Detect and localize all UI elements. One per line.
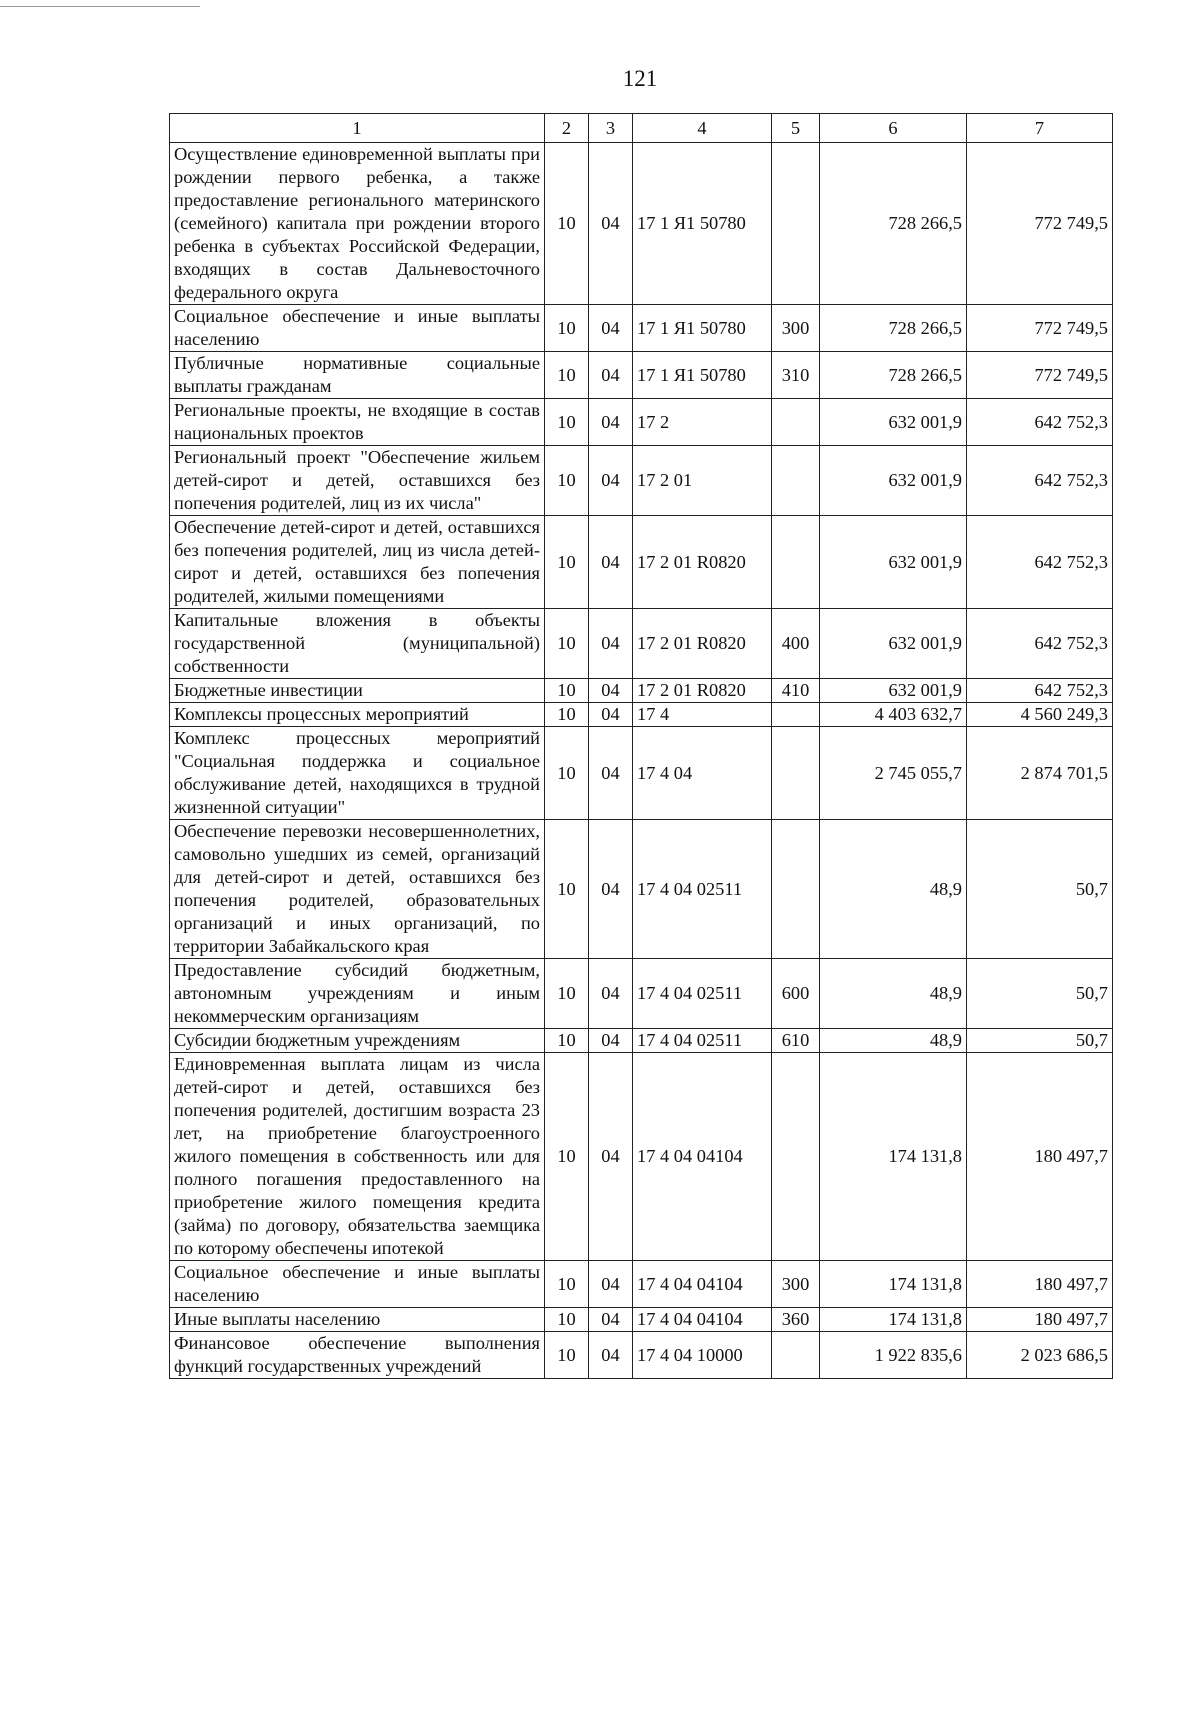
amount-year1-cell: 4 403 632,7 [820, 703, 967, 727]
section-code-cell: 10 [545, 1053, 589, 1261]
subsection-code-cell: 04 [589, 143, 633, 305]
expense-type-cell [772, 820, 820, 959]
amount-year1-cell: 728 266,5 [820, 352, 967, 399]
expense-type-cell: 300 [772, 305, 820, 352]
target-article-cell: 17 4 [633, 703, 772, 727]
table-body [170, 143, 1113, 1379]
item-name-cell: Комплекс процессных мероприятий "Социальная поддержка и социальное обслуживание детей, находящихся в трудной жизненной ситуации" [170, 727, 545, 820]
amount-year2-cell: 50,7 [967, 820, 1113, 959]
expense-type-cell [772, 727, 820, 820]
amount-year2-cell: 180 497,7 [967, 1261, 1113, 1308]
amount-year1-cell: 1 922 835,6 [820, 1332, 967, 1379]
amount-year1-cell: 174 131,8 [820, 1261, 967, 1308]
target-article-cell: 17 1 Я1 50780 [633, 305, 772, 352]
table-row [170, 1332, 1113, 1379]
amount-year2-cell: 642 752,3 [967, 446, 1113, 516]
expense-type-cell: 400 [772, 609, 820, 679]
table-row [170, 1308, 1113, 1332]
header-row [170, 114, 1113, 143]
subsection-code-cell: 04 [589, 1053, 633, 1261]
amount-year2-cell: 2 023 686,5 [967, 1332, 1113, 1379]
amount-year1-cell: 48,9 [820, 820, 967, 959]
item-name-cell: Единовременная выплата лицам из числа детей-сирот и детей, оставшихся без попечения родителей, достигшим возраста 23 лет, на приобретение благоустроенного жилого помещения в собственность или для полного погашения предоставленного на приобретение жилого помещения кредита (займа) по договору, обязательства заемщика по которому обеспечены ипотекой [170, 1053, 545, 1261]
target-article-cell: 17 4 04 04104 [633, 1053, 772, 1261]
expense-type-cell [772, 399, 820, 446]
amount-year2-cell: 2 874 701,5 [967, 727, 1113, 820]
header-cell-2: 2 [545, 114, 589, 143]
item-name-cell: Иные выплаты населению [170, 1308, 545, 1332]
target-article-cell: 17 1 Я1 50780 [633, 352, 772, 399]
table-row [170, 1261, 1113, 1308]
target-article-cell: 17 4 04 02511 [633, 959, 772, 1029]
table-row [170, 399, 1113, 446]
table-row [170, 516, 1113, 609]
amount-year1-cell: 632 001,9 [820, 609, 967, 679]
subsection-code-cell: 04 [589, 959, 633, 1029]
amount-year1-cell: 48,9 [820, 1029, 967, 1053]
table-row [170, 143, 1113, 305]
subsection-code-cell: 04 [589, 305, 633, 352]
header-cell-5: 5 [772, 114, 820, 143]
table-row [170, 305, 1113, 352]
section-code-cell: 10 [545, 1029, 589, 1053]
subsection-code-cell: 04 [589, 399, 633, 446]
amount-year1-cell: 632 001,9 [820, 679, 967, 703]
target-article-cell: 17 4 04 04104 [633, 1308, 772, 1332]
section-code-cell: 10 [545, 352, 589, 399]
section-code-cell: 10 [545, 305, 589, 352]
expense-type-cell: 310 [772, 352, 820, 399]
table-row [170, 1053, 1113, 1261]
expense-type-cell: 410 [772, 679, 820, 703]
subsection-code-cell: 04 [589, 1029, 633, 1053]
expense-type-cell: 610 [772, 1029, 820, 1053]
item-name-cell: Социальное обеспечение и иные выплаты населению [170, 1261, 545, 1308]
item-name-cell: Капитальные вложения в объекты государственной (муниципальной) собственности [170, 609, 545, 679]
header-cell-7: 7 [967, 114, 1113, 143]
amount-year2-cell: 180 497,7 [967, 1308, 1113, 1332]
expense-type-cell [772, 1053, 820, 1261]
amount-year2-cell: 642 752,3 [967, 516, 1113, 609]
target-article-cell: 17 4 04 04104 [633, 1261, 772, 1308]
amount-year2-cell: 180 497,7 [967, 1053, 1113, 1261]
amount-year1-cell: 174 131,8 [820, 1308, 967, 1332]
subsection-code-cell: 04 [589, 516, 633, 609]
amount-year2-cell: 772 749,5 [967, 352, 1113, 399]
section-code-cell: 10 [545, 143, 589, 305]
subsection-code-cell: 04 [589, 679, 633, 703]
scan-edge-line [0, 6, 200, 7]
subsection-code-cell: 04 [589, 703, 633, 727]
budget-table [169, 113, 1113, 1379]
subsection-code-cell: 04 [589, 820, 633, 959]
item-name-cell: Субсидии бюджетным учреждениям [170, 1029, 545, 1053]
page-number: 121 [622, 66, 658, 91]
expense-type-cell [772, 1332, 820, 1379]
table-row [170, 703, 1113, 727]
table-row [170, 727, 1113, 820]
subsection-code-cell: 04 [589, 352, 633, 399]
amount-year2-cell: 772 749,5 [967, 143, 1113, 305]
item-name-cell: Обеспечение перевозки несовершеннолетних, самовольно ушедших из семей, организаций для детей-сирот и детей, оставшихся без попечения родителей, образовательных организаций и иных организаций, по территории Забайкальского края [170, 820, 545, 959]
section-code-cell: 10 [545, 703, 589, 727]
table-row [170, 679, 1113, 703]
subsection-code-cell: 04 [589, 1332, 633, 1379]
section-code-cell: 10 [545, 609, 589, 679]
section-code-cell: 10 [545, 516, 589, 609]
amount-year2-cell: 4 560 249,3 [967, 703, 1113, 727]
header-cell-1: 1 [170, 114, 545, 143]
expense-type-cell [772, 143, 820, 305]
table-row [170, 352, 1113, 399]
amount-year1-cell: 728 266,5 [820, 305, 967, 352]
item-name-cell: Обеспечение детей-сирот и детей, оставшихся без попечения родителей, лиц из числа детей-сирот и детей, оставшихся без попечения родителей, жилыми помещениями [170, 516, 545, 609]
amount-year1-cell: 174 131,8 [820, 1053, 967, 1261]
header-cell-3: 3 [589, 114, 633, 143]
item-name-cell: Предоставление субсидий бюджетным, автономным учреждениям и иным некоммерческим организациям [170, 959, 545, 1029]
amount-year2-cell: 642 752,3 [967, 679, 1113, 703]
subsection-code-cell: 04 [589, 1308, 633, 1332]
table-row [170, 446, 1113, 516]
amount-year2-cell: 772 749,5 [967, 305, 1113, 352]
section-code-cell: 10 [545, 1332, 589, 1379]
table-row [170, 609, 1113, 679]
amount-year2-cell: 642 752,3 [967, 399, 1113, 446]
subsection-code-cell: 04 [589, 727, 633, 820]
item-name-cell: Бюджетные инвестиции [170, 679, 545, 703]
amount-year2-cell: 642 752,3 [967, 609, 1113, 679]
amount-year1-cell: 632 001,9 [820, 446, 967, 516]
table-row [170, 959, 1113, 1029]
section-code-cell: 10 [545, 446, 589, 516]
target-article-cell: 17 2 01 [633, 446, 772, 516]
amount-year1-cell: 2 745 055,7 [820, 727, 967, 820]
section-code-cell: 10 [545, 820, 589, 959]
subsection-code-cell: 04 [589, 609, 633, 679]
amount-year1-cell: 728 266,5 [820, 143, 967, 305]
target-article-cell: 17 2 01 R0820 [633, 679, 772, 703]
amount-year1-cell: 632 001,9 [820, 399, 967, 446]
amount-year1-cell: 48,9 [820, 959, 967, 1029]
expense-type-cell [772, 516, 820, 609]
target-article-cell: 17 4 04 10000 [633, 1332, 772, 1379]
expense-type-cell [772, 446, 820, 516]
item-name-cell: Региональный проект "Обеспечение жильем детей-сирот и детей, оставшихся без попечения родителей, лиц из их числа" [170, 446, 545, 516]
section-code-cell: 10 [545, 399, 589, 446]
target-article-cell: 17 4 04 [633, 727, 772, 820]
table-row [170, 1029, 1113, 1053]
section-code-cell: 10 [545, 1261, 589, 1308]
subsection-code-cell: 04 [589, 446, 633, 516]
section-code-cell: 10 [545, 679, 589, 703]
target-article-cell: 17 2 01 R0820 [633, 516, 772, 609]
section-code-cell: 10 [545, 1308, 589, 1332]
item-name-cell: Публичные нормативные социальные выплаты гражданам [170, 352, 545, 399]
target-article-cell: 17 2 01 R0820 [633, 609, 772, 679]
target-article-cell: 17 4 04 02511 [633, 1029, 772, 1053]
header-cell-6: 6 [820, 114, 967, 143]
header-cell-4: 4 [633, 114, 772, 143]
item-name-cell: Социальное обеспечение и иные выплаты населению [170, 305, 545, 352]
item-name-cell: Региональные проекты, не входящие в состав национальных проектов [170, 399, 545, 446]
item-name-cell: Комплексы процессных мероприятий [170, 703, 545, 727]
amount-year1-cell: 632 001,9 [820, 516, 967, 609]
subsection-code-cell: 04 [589, 1261, 633, 1308]
target-article-cell: 17 4 04 02511 [633, 820, 772, 959]
amount-year2-cell: 50,7 [967, 959, 1113, 1029]
expense-type-cell: 300 [772, 1261, 820, 1308]
section-code-cell: 10 [545, 959, 589, 1029]
target-article-cell: 17 2 [633, 399, 772, 446]
section-code-cell: 10 [545, 727, 589, 820]
expense-type-cell: 600 [772, 959, 820, 1029]
target-article-cell: 17 1 Я1 50780 [633, 143, 772, 305]
expense-type-cell [772, 703, 820, 727]
table-row [170, 820, 1113, 959]
amount-year2-cell: 50,7 [967, 1029, 1113, 1053]
item-name-cell: Осуществление единовременной выплаты при рождении первого ребенка, а также предоставление регионального материнского (семейного) капитала при рождении второго ребенка в субъектах Российской Федерации, входящих в состав Дальневосточного федерального округа [170, 143, 545, 305]
expense-type-cell: 360 [772, 1308, 820, 1332]
item-name-cell: Финансовое обеспечение выполнения функций государственных учреждений [170, 1332, 545, 1379]
